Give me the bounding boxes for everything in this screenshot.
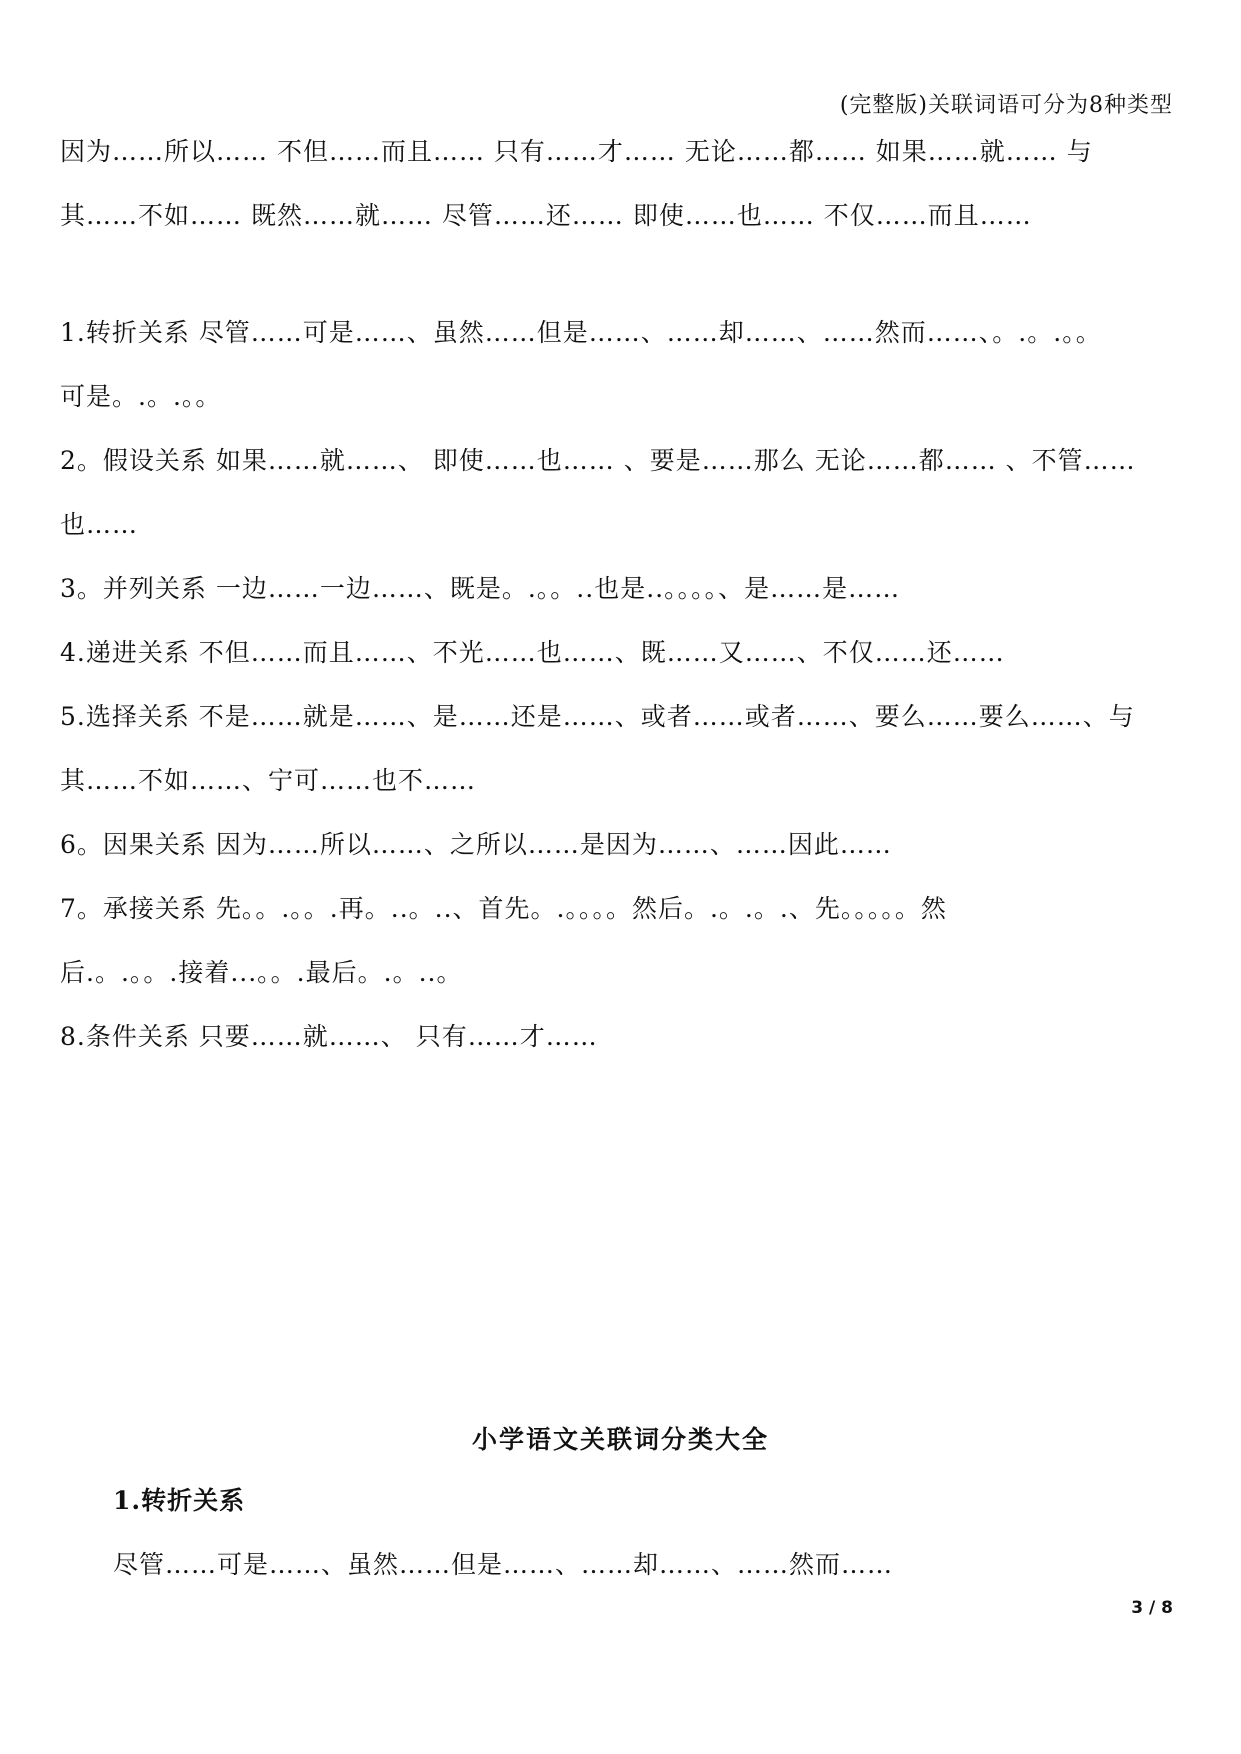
list-line-2: 可是。.。.。。 <box>60 382 222 411</box>
list-line-9: 6。因果关系 因为……所以……、之所以……是因为……、……因此…… <box>60 830 892 859</box>
list-line-8: 其……不如……、宁可……也不…… <box>60 766 477 795</box>
list-line-11: 后.。.。。.接着...。。.最后。.。..。 <box>60 958 463 987</box>
list-line-4: 也…… <box>60 510 139 539</box>
list-line-7: 5.选择关系 不是……就是……、是……还是……、或者……或者……、要么……要么……、与 <box>60 702 1135 731</box>
intro-line-1: 因为……所以…… 不但……而且…… 只有……才…… 无论……都…… 如果……就…… 与 <box>60 137 1093 166</box>
intro-line-2: 其……不如…… 既然……就…… 尽管……还…… 即使……也…… 不仅……而且…… <box>60 201 1032 230</box>
running-header-title: (完整版)关联词语可分为8种类型 <box>839 93 1173 118</box>
list-line-5: 3。并列关系 一边……一边……、既是。.。。..也是..。。。。、是……是…… <box>60 574 901 603</box>
section-title: 小学语文关联词分类大全 <box>471 1425 769 1454</box>
list-line-10: 7。承接关系 先。。.。。.再。..。..、首先。.。。。。然后。.。.。.、先。。。。。然 <box>60 894 947 923</box>
list-line-3: 2。假设关系 如果……就……、 即使……也…… 、要是……那么 无论……都…… 、不管…… <box>60 446 1136 475</box>
section-text: 尽管……可是……、虽然……但是……、……却……、……然而…… <box>113 1550 894 1579</box>
page-number: 3 / 8 <box>1131 1598 1173 1618</box>
list-line-12: 8.条件关系 只要……就……、 只有……才…… <box>60 1022 598 1051</box>
list-line-6: 4.递进关系 不但……而且……、不光……也……、既……又……、不仅……还…… <box>60 638 1005 667</box>
list-line-1: 1.转折关系 尽管……可是……、虽然……但是……、……却……、……然而……、。.。.。。 <box>60 318 1102 347</box>
section-heading: 1.转折关系 <box>113 1486 246 1515</box>
